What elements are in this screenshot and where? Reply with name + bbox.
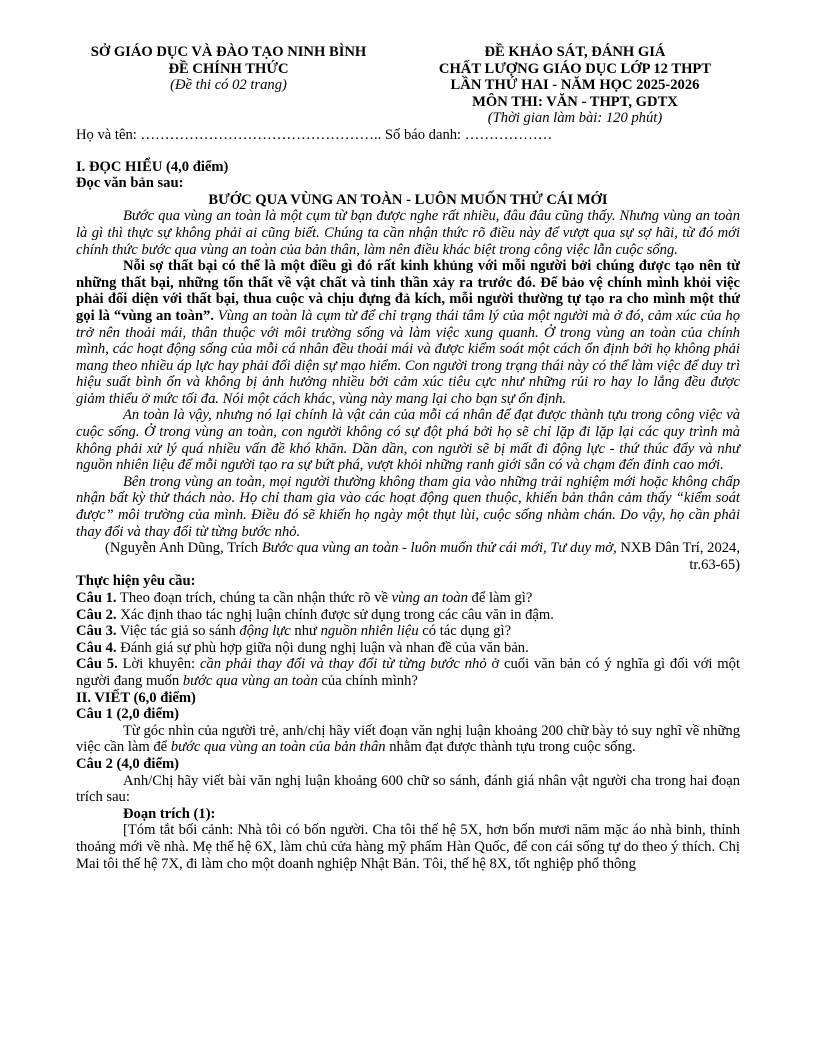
exam-duration: (Thời gian làm bài: 120 phút) <box>487 110 663 127</box>
question-5-label: Câu 5. <box>76 656 118 673</box>
source-publisher: , NXB Dân Trí, 2024, <box>613 540 740 557</box>
header-right <box>410 44 740 127</box>
question-3-text: Việc tác giả so sánh <box>116 623 240 640</box>
official-label: ĐỀ CHÍNH THỨC <box>168 60 289 77</box>
paragraph-2-rest: Vùng an toàn là cụm từ để chỉ trạng thái tâm lý của một người mà ở đó, cảm xúc của họ trở nên thoải mái, thân thuộc với môi trường sống và làm việc xung quanh. Ở trong vùng an toàn của chính mình, các hoạt động sống của mỗi cá nhân đều thoải mái và được kiểm soát một cách ổn định bởi họ không phải mang theo nhiều áp lực hay phải đối diện sự mạo hiểm. Con người trong trạng thái này có thể làm việc để duy trì hiệu suất bình ổn và không bị ảnh hưởng nhiều bởi cảm xúc tiêu cực như những rủi ro hay lo lắng đều được giảm thiểu ở mức tối đa. Nói một cách khác, vùng này mang lại cho bạn sự ổn định. <box>76 307 740 407</box>
question-4-text: Đánh giá sự phù hợp giữa nội dung nghị luận và nhan đề của văn bản. <box>116 639 529 656</box>
question-1-label: Câu 1. <box>76 590 117 606</box>
question-1-term: vùng an toàn <box>391 590 468 606</box>
page-count-note: (Đề thi có 02 trang) <box>170 77 287 94</box>
writing-question-1-lead: Từ góc nhìn của người trẻ, anh/chị hãy viết đoạn văn nghị luận khoảng 200 chữ bày tỏ suy nghĩ về những việc cần làm để <box>76 722 740 756</box>
excerpt-1-text: [Tóm tắt bối cảnh: Nhà tôi có bốn người. Cha tôi thế hệ 5X, hơn bốn mươi năm mặc áo nhà binh, thỉnh thoảng mới về nhà. Mẹ thế hệ 6X, làm chủ cửa hàng mỹ phẩm Hàn Quốc, để con cái sống tự do theo ý thích. Chị Mai tôi thế hệ 7X, đi làm cho một doanh nghiệp Nhật Bản. Tôi, thế hệ 8X, tốt nghiệp phổ thông <box>76 822 740 872</box>
question-5-term: bước qua vùng an toàn <box>182 672 318 689</box>
question-1-end: để làm gì? <box>467 590 533 606</box>
exam-page <box>76 44 740 872</box>
reading-instruction: Đọc văn bản sau: <box>76 175 184 192</box>
exam-grade: CHẤT LƯỢNG GIÁO DỤC LỚP 12 THPT <box>438 60 712 77</box>
source-author: (Nguyễn Anh Dũng, Trích <box>104 540 262 557</box>
question-5 <box>76 656 740 689</box>
paragraph-4: Bên trong vùng an toàn, mọi người thường không tham gia vào những trải nghiệm mới hoặc không chấp nhận bất kỳ thử thách nào. Họ chỉ tham gia vào các hoạt động quen thuộc, khiến bản thân cảm thấy “kiểm soát được” môi trường của mình. Điều đó sẽ khiến họ ngày một thụt lùi, cuộc sống nhàm chán. Do vậy, họ cần phải thay đổi và thay đổi từ từng bước nhỏ. <box>76 473 740 540</box>
writing-question-1-text <box>76 723 740 756</box>
section-2-title: II. VIẾT (6,0 điểm) <box>76 689 196 706</box>
writing-question-1-title: Câu 1 (2,0 điểm) <box>76 706 179 723</box>
question-5-mid: ở cuối văn bản có ý nghĩa gì đối với một người đang muốn <box>76 656 741 689</box>
question-4-label: Câu 4. <box>76 639 117 656</box>
department-name: SỞ GIÁO DỤC VÀ ĐÀO TẠO NINH BÌNH <box>90 44 367 60</box>
question-3-label: Câu 3. <box>76 623 117 640</box>
source-citation <box>76 540 740 557</box>
section-1-title: I. ĐỌC HIỂU (4,0 điểm) <box>76 158 229 175</box>
question-5-text: Lời khuyên: <box>117 656 200 673</box>
exam-subject: MÔN THI: VĂN - THPT, GDTX <box>472 93 678 110</box>
question-3-mid: như <box>290 623 321 640</box>
question-3-end: có tác dụng gì? <box>418 623 512 640</box>
writing-question-2-text: Anh/Chị hãy viết bài văn nghị luận khoảng 600 chữ so sánh, đánh giá nhân vật người cha trong hai đoạn trích sau: <box>76 772 740 806</box>
paragraph-2-bold: Nỗi sợ thất bại có thể là một điều gì đó rất kinh khủng với mỗi người bởi chúng được tạo nên từ những thất bại, những tổn thất về vật chất và tinh thần xảy ra trước đó. Để bảo vệ chính mình khỏi việc phải đối diện với thất bại, thua cuộc và chịu đựng đả kích, mỗi người thường tự tạo ra cho mình một thứ gọi là “vùng an toàn”. <box>76 258 740 324</box>
question-4 <box>76 640 740 657</box>
exam-header <box>76 44 740 127</box>
requirement-heading: Thực hiện yêu cầu: <box>76 573 196 590</box>
paragraph-1: Bước qua vùng an toàn là một cụm từ bạn được nghe rất nhiều, đâu đâu cũng thấy. Nhưng vùng an toàn là gì thì thực sự không phải ai cũng biết. Chúng ta cần nhận thức rõ điều này để vượt qua sự sợ hãi, từ đó mới chính thức bước qua vùng an toàn của bản thân, làm nên điều khác biệt trong công việc lẫn cuộc sống. <box>76 208 740 258</box>
header-left <box>76 44 381 127</box>
source-pages: tr.63-65) <box>689 556 740 573</box>
writing-question-1-term: bước qua vùng an toàn của bản thân <box>170 739 386 756</box>
exam-round: LẦN THỨ HAI - NĂM HỌC 2025-2026 <box>450 77 700 94</box>
question-5-end: của chính mình? <box>317 672 418 689</box>
paragraph-2 <box>76 258 740 407</box>
question-2-text: Xác định thao tác nghị luận chính được sử dụng trong các câu văn in đậm. <box>116 606 554 623</box>
question-5-quote: cần phải thay đổi và thay đổi từ từng bước nhỏ <box>199 656 487 673</box>
question-2 <box>76 607 740 624</box>
paragraph-3: An toàn là vậy, nhưng nó lại chính là vật cản của mỗi cá nhân để đạt được thành tựu trong công việc và cuộc sống. Ở trong vùng an toàn, con người không có sự đột phá bởi họ sẽ chỉ lặp đi lặp lại các quy trình mà không phải xử lý quá nhiều vấn đề khó khăn. Dần dần, con người sẽ bị mất đi động lực - thứ thúc đẩy và như nguồn nhiên liệu để mỗi người tạo ra sự bứt phá, vượt khỏi những ranh giới sẵn có và chạm đến đỉnh cao mới. <box>76 407 740 474</box>
excerpt-1-title: Đoạn trích (1): <box>123 805 216 822</box>
question-3-term-1: động lực <box>239 623 291 640</box>
exam-type: ĐỀ KHẢO SÁT, ĐÁNH GIÁ <box>484 44 666 60</box>
writing-question-1-end: nhằm đạt được thành tựu trong cuộc sống. <box>385 739 636 756</box>
question-1 <box>76 590 740 607</box>
writing-question-2-title: Câu 2 (4,0 điểm) <box>76 755 179 772</box>
question-3 <box>76 623 740 640</box>
source-book: Bước qua vùng an toàn - luôn muốn thử cái mới, Tư duy mở <box>261 540 614 557</box>
text-title: BƯỚC QUA VÙNG AN TOÀN - LUÔN MUỐN THỬ CÁI MỚI <box>208 191 608 208</box>
question-3-term-2: nguồn nhiên liệu <box>320 623 419 640</box>
question-2-label: Câu 2. <box>76 606 117 623</box>
candidate-info-line: Họ và tên: ………………………………………….. Số báo danh: ……………… <box>76 126 553 143</box>
question-1-text: Theo đoạn trích, chúng ta cần nhận thức rõ về <box>116 590 392 606</box>
